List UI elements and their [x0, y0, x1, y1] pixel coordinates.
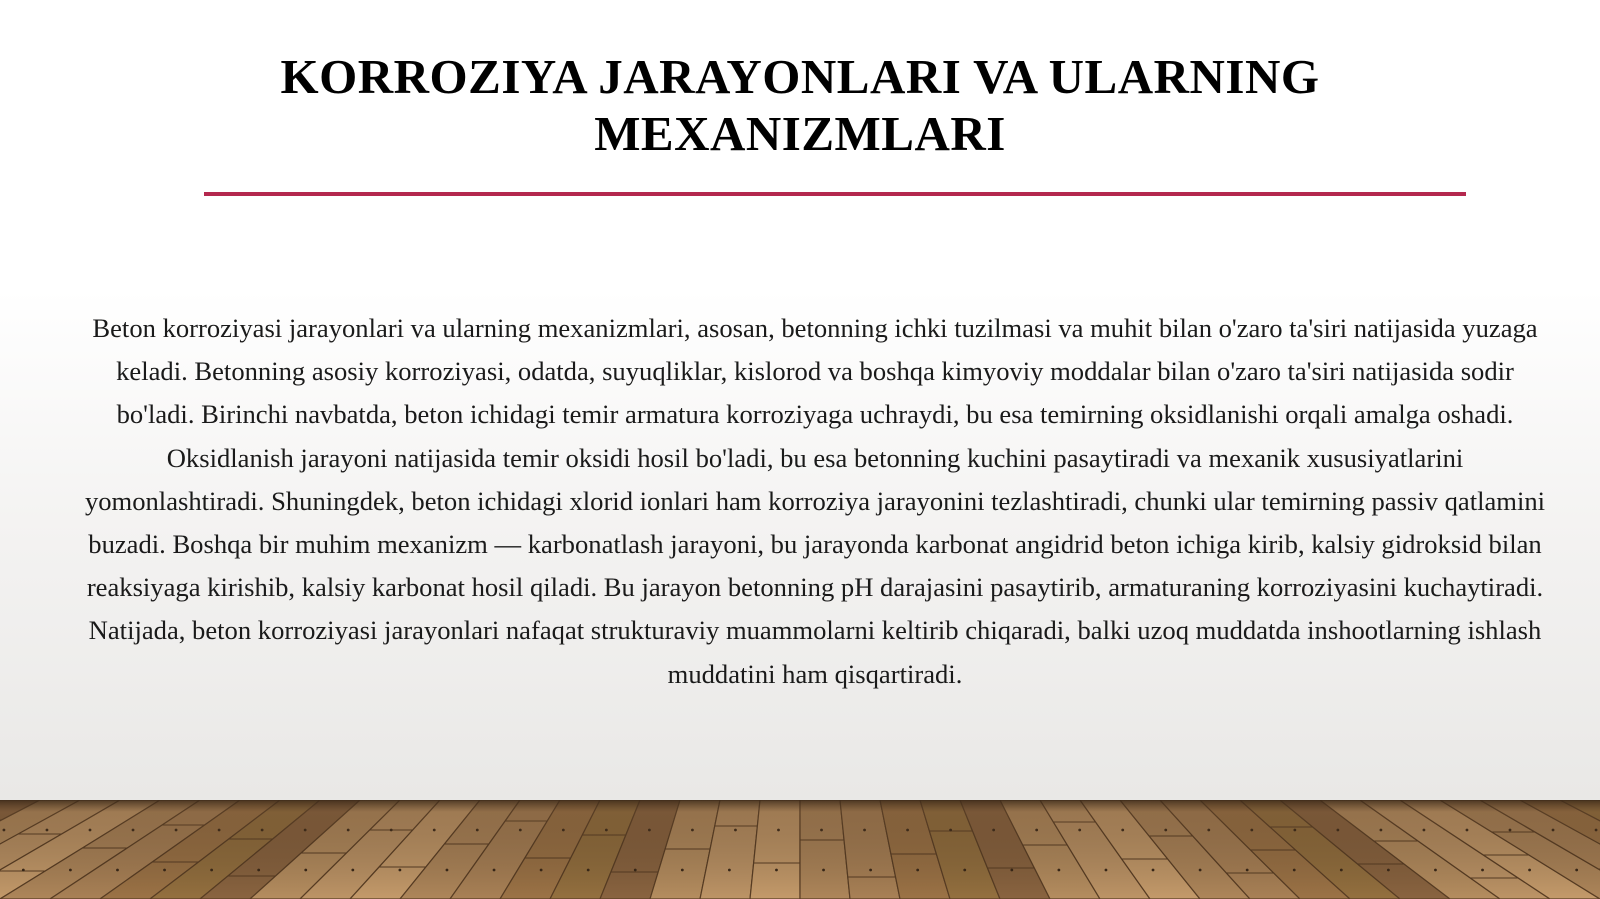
title-underline [204, 192, 1466, 196]
slide-body-text: Beton korroziyasi jarayonlari va ularning mexanizmlari, asosan, betonning ichki tuzilmasi va muhit bilan o'zaro ta'siri natijasida yuzaga keladi. Betonning asosiy korroziyasi, odatda, suyuqliklar, kislorod va boshqa kimyoviy moddalar bilan o'zaro ta'siri natijasida sodir bo'ladi. Birinchi navbatda, beton ichidagi temir armatura korroziyaga uchraydi, bu esa temirning oksidlanishi orqali amalga oshadi. Oksidlanish jarayoni natijasida temir oksidi hosil bo'ladi, bu esa betonning kuchini pasaytiradi va mexanik xususiyatlarini yomonlashtiradi. Shuningdek, beton ichidagi xlorid ionlari ham korroziya jarayonini tezlashtiradi, chunki ular temirning passiv qatlamini buzadi. Boshqa bir muhim mexanizm — karbonatlash jarayoni, bu jarayonda karbonat angidrid beton ichiga kirib, kalsiy gidroksid bilan reaksiyaga kirishib, kalsiy karbonat hosil qiladi. Bu jarayon betonning pH darajasini pasaytirib, armaturaning korroziyasini kuchaytiradi. Natijada, beton korroziyasi jarayonlari nafaqat strukturaviy muammolarni keltirib chiqaradi, balki uzoq muddatda inshootlarning ishlash muddatini ham qisqartiradi. [84, 313, 1546, 689]
wooden-floor-image [0, 800, 1600, 899]
wood-planks-graphic [0, 800, 1600, 899]
slide-title: KORROZIYA JARAYONLARI VA ULARNING MEXANIZMLARI [280, 49, 1320, 161]
